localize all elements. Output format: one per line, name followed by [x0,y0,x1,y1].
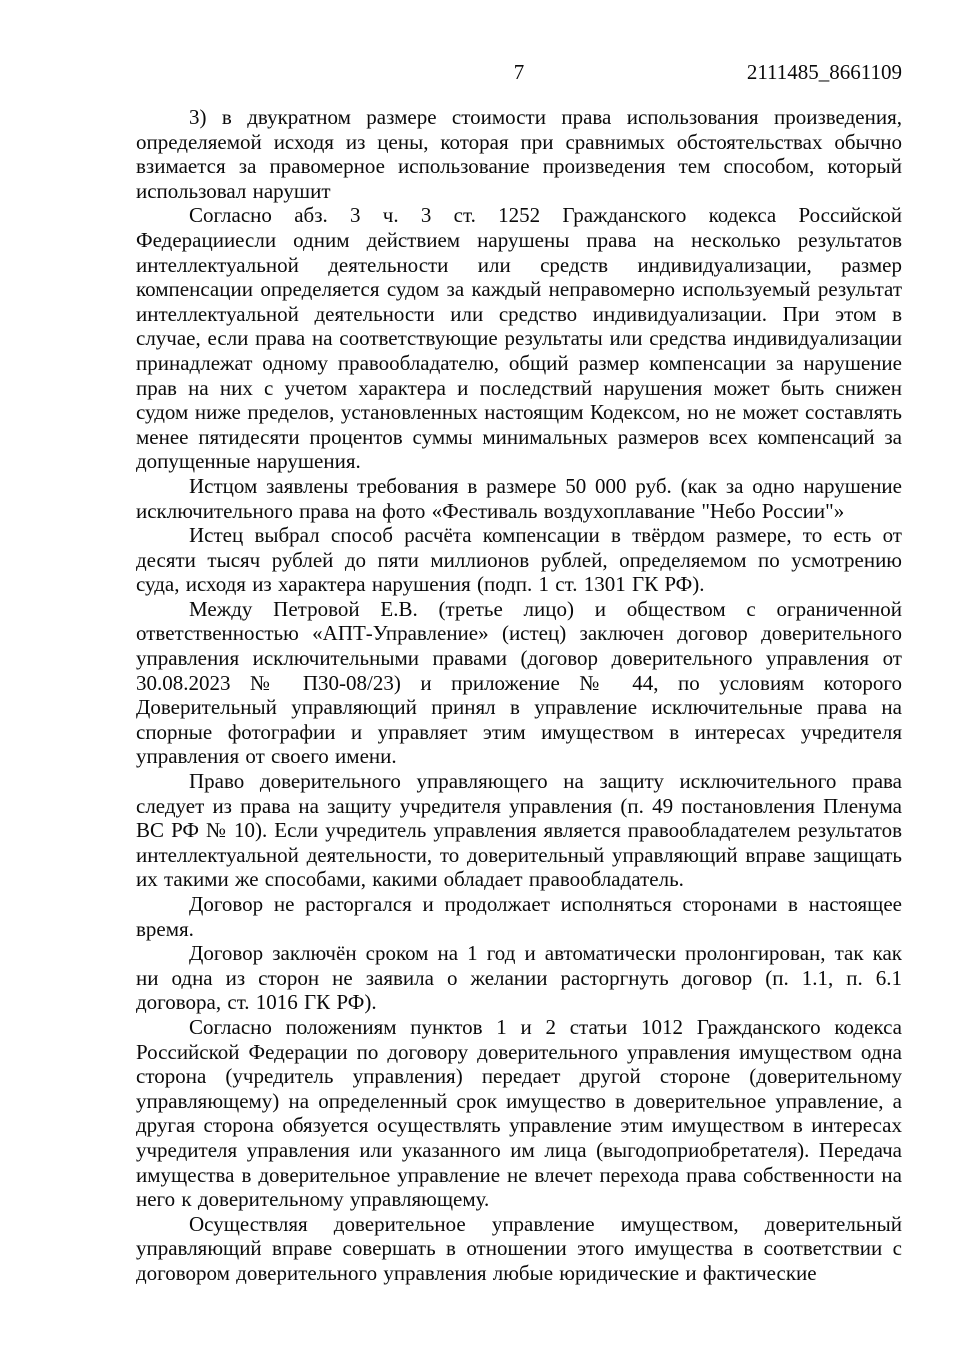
paragraph-7: Договор не расторгался и продолжает исполняться сторонами в настоящее время. [136,892,902,941]
paragraph-4: Истец выбрал способ расчёта компенсации в твёрдом размере, то есть от десяти тысяч рублей до пяти миллионов рублей, определяемом по усмотрению суда, исходя из характера нарушения (подп. 1 ст. 1301 ГК РФ). [136,523,902,597]
paragraph-8: Договор заключён сроком на 1 год и автоматически пролонгирован, так как ни одна из сторон не заявила о желании расторгнуть договор (п. 1.1, п. 6.1 договора, ст. 1016 ГК РФ). [136,941,902,1015]
page-header [136,60,902,84]
paragraph-1: 3) в двукратном размере стоимости права использования произведения, определяемой исходя из цены, которая при сравнимых обстоятельствах обычно взимается за правомерное использование произведения тем способом, который использовал нарушит [136,105,902,203]
paragraph-3: Истцом заявлены требования в размере 50 000 руб. (как за одно нарушение исключительного права на фото «Фестиваль воздухоплавание "Небо России"» [136,473,902,523]
page-number: 7 [513,60,525,84]
paragraph-5: Между Петровой Е.В. (третье лицо) и обществом с ограниченной ответственностью «АПТ-Управление» (истец) заключен договор доверительного управления исключительными правами (договор доверительного управления от 30.08.2023 № П30-08/23) и приложение № 44, по условиям которого Доверительный управляющий принял в управление исключительные права на спорные фотографии и управляет этим имуществом в интересах учредителя управления от своего имени. [136,596,902,769]
document-id: 2111485_8661109 [746,60,902,84]
paragraph-10: Осуществляя доверительное управление имуществом, доверительный управляющий вправе совершать в отношении этого имущества в соответствии с договором доверительного управления любые юридические и фактические [136,1211,902,1285]
paragraph-2: Согласно абз. 3 ч. 3 ст. 1252 Гражданского кодекса Российской Федерацииесли одним действием нарушены права на несколько результатов интеллектуальной деятельности или средств индивидуализации, размер компенсации определяется судом за каждый неправомерно используемый результат интеллектуальной деятельности или средство индивидуализации. При этом в случае, если права на соответствующие результаты или средства индивидуализации принадлежат одному правообладателю, общий размер компенсации за нарушение прав на них с учетом характера и последствий нарушения может быть снижен судом ниже пределов, установленных настоящим Кодексом, но не может составлять менее пятидесяти процентов суммы минимальных размеров всех компенсаций за допущенные нарушения. [136,203,902,474]
paragraph-6: Право доверительного управляющего на защиту исключительного права следует из права на защиту учредителя управления (п. 49 постановления Пленума ВС РФ № 10). Если учредитель управления является правообладателем результатов интеллектуальной деятельности, то доверительный управляющий вправе защищать их такими же способами, какими обладает правообладатель. [136,769,902,892]
paragraph-9: Согласно положениям пунктов 1 и 2 статьи 1012 Гражданского кодекса Российской Федерации по договору доверительного управления имуществом одна сторона (учредитель управления) передает другой стороне (доверительному управляющему) на определенный срок имущество в доверительное управление, а другая сторона обязуется осуществлять управление этим имуществом в интересах учредителя управления или указанного им лица (выгодоприобретателя). Передача имущества в доверительное управление не влечет перехода права собственности на него к доверительному управляющему. [136,1014,902,1212]
document-body [136,105,902,1286]
